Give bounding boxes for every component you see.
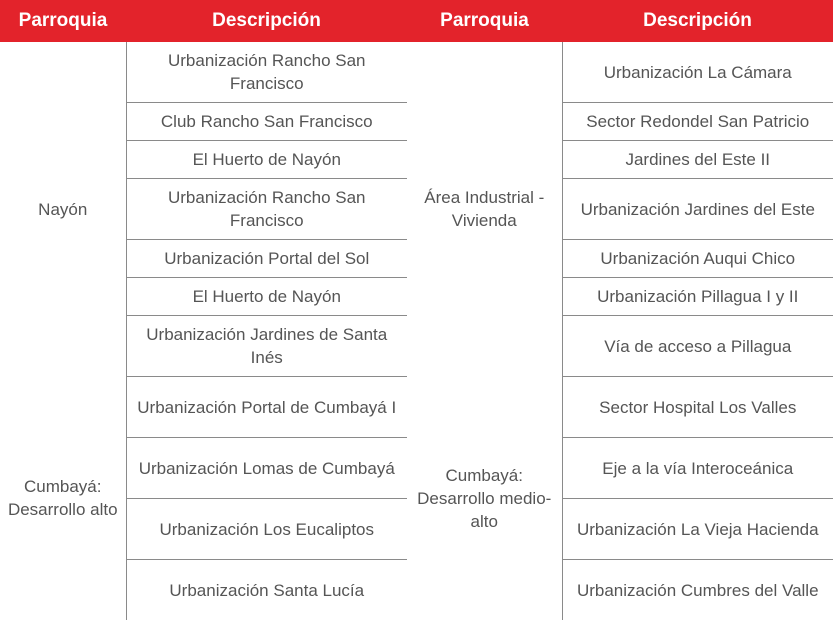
descripcion-cell: Urbanización Auqui Chico xyxy=(562,240,833,278)
descripcion-cell: Urbanización La Cámara xyxy=(562,42,833,103)
parroquia-cell: Cumbayá: Desarrollo alto xyxy=(7,477,118,520)
descripcion-cell: Urbanización Jardines de Santa Inés xyxy=(126,316,407,377)
descripcion-cell: Eje a la vía Interoceánica xyxy=(562,438,833,499)
descripcion-cell: El Huerto de Nayón xyxy=(126,278,407,316)
descripcion-cell: Urbanización Rancho San Francisco xyxy=(126,42,407,103)
table-header xyxy=(0,0,833,42)
descripcion-cell: Urbanización Los Eucaliptos xyxy=(126,499,407,560)
parroquia-cell: Cumbayá: Desarrollo medio-alto xyxy=(417,465,552,531)
descripcion-cell: El Huerto de Nayón xyxy=(126,141,407,179)
descripcion-cell: Urbanización Rancho San Francisco xyxy=(126,179,407,240)
descripcion-cell: Urbanización Lomas de Cumbayá xyxy=(126,438,407,499)
table-row xyxy=(0,42,833,103)
table-body xyxy=(0,42,833,620)
descripcion-cell: Urbanización Santa Lucía xyxy=(126,560,407,621)
descripcion-cell: Urbanización La Vieja Hacienda xyxy=(562,499,833,560)
header-descripcion-2: Descripción xyxy=(562,0,833,42)
descripcion-cell: Sector Redondel San Patricio xyxy=(562,103,833,141)
header-row xyxy=(0,0,833,42)
table-row xyxy=(0,377,833,438)
descripcion-cell: Vía de acceso a Pillagua xyxy=(562,316,833,377)
descripcion-cell: Urbanización Pillagua I y II xyxy=(562,278,833,316)
descripcion-cell: Urbanización Jardines del Este xyxy=(562,179,833,240)
descripcion-cell: Urbanización Cumbres del Valle xyxy=(562,560,833,621)
parroquia-cell: Área Industrial - Vivienda xyxy=(424,188,545,231)
descripcion-cell: Urbanización Portal del Sol xyxy=(126,240,407,278)
descripcion-cell: Urbanización Portal de Cumbayá I xyxy=(126,377,407,438)
descripcion-cell: Jardines del Este II xyxy=(562,141,833,179)
parroquia-cell: Nayón xyxy=(38,199,88,219)
header-parroquia-2: Parroquia xyxy=(407,0,562,42)
descripcion-cell: Club Rancho San Francisco xyxy=(126,103,407,141)
header-parroquia-1: Parroquia xyxy=(0,0,126,42)
header-descripcion-1: Descripción xyxy=(126,0,407,42)
descripcion-cell: Sector Hospital Los Valles xyxy=(562,377,833,438)
